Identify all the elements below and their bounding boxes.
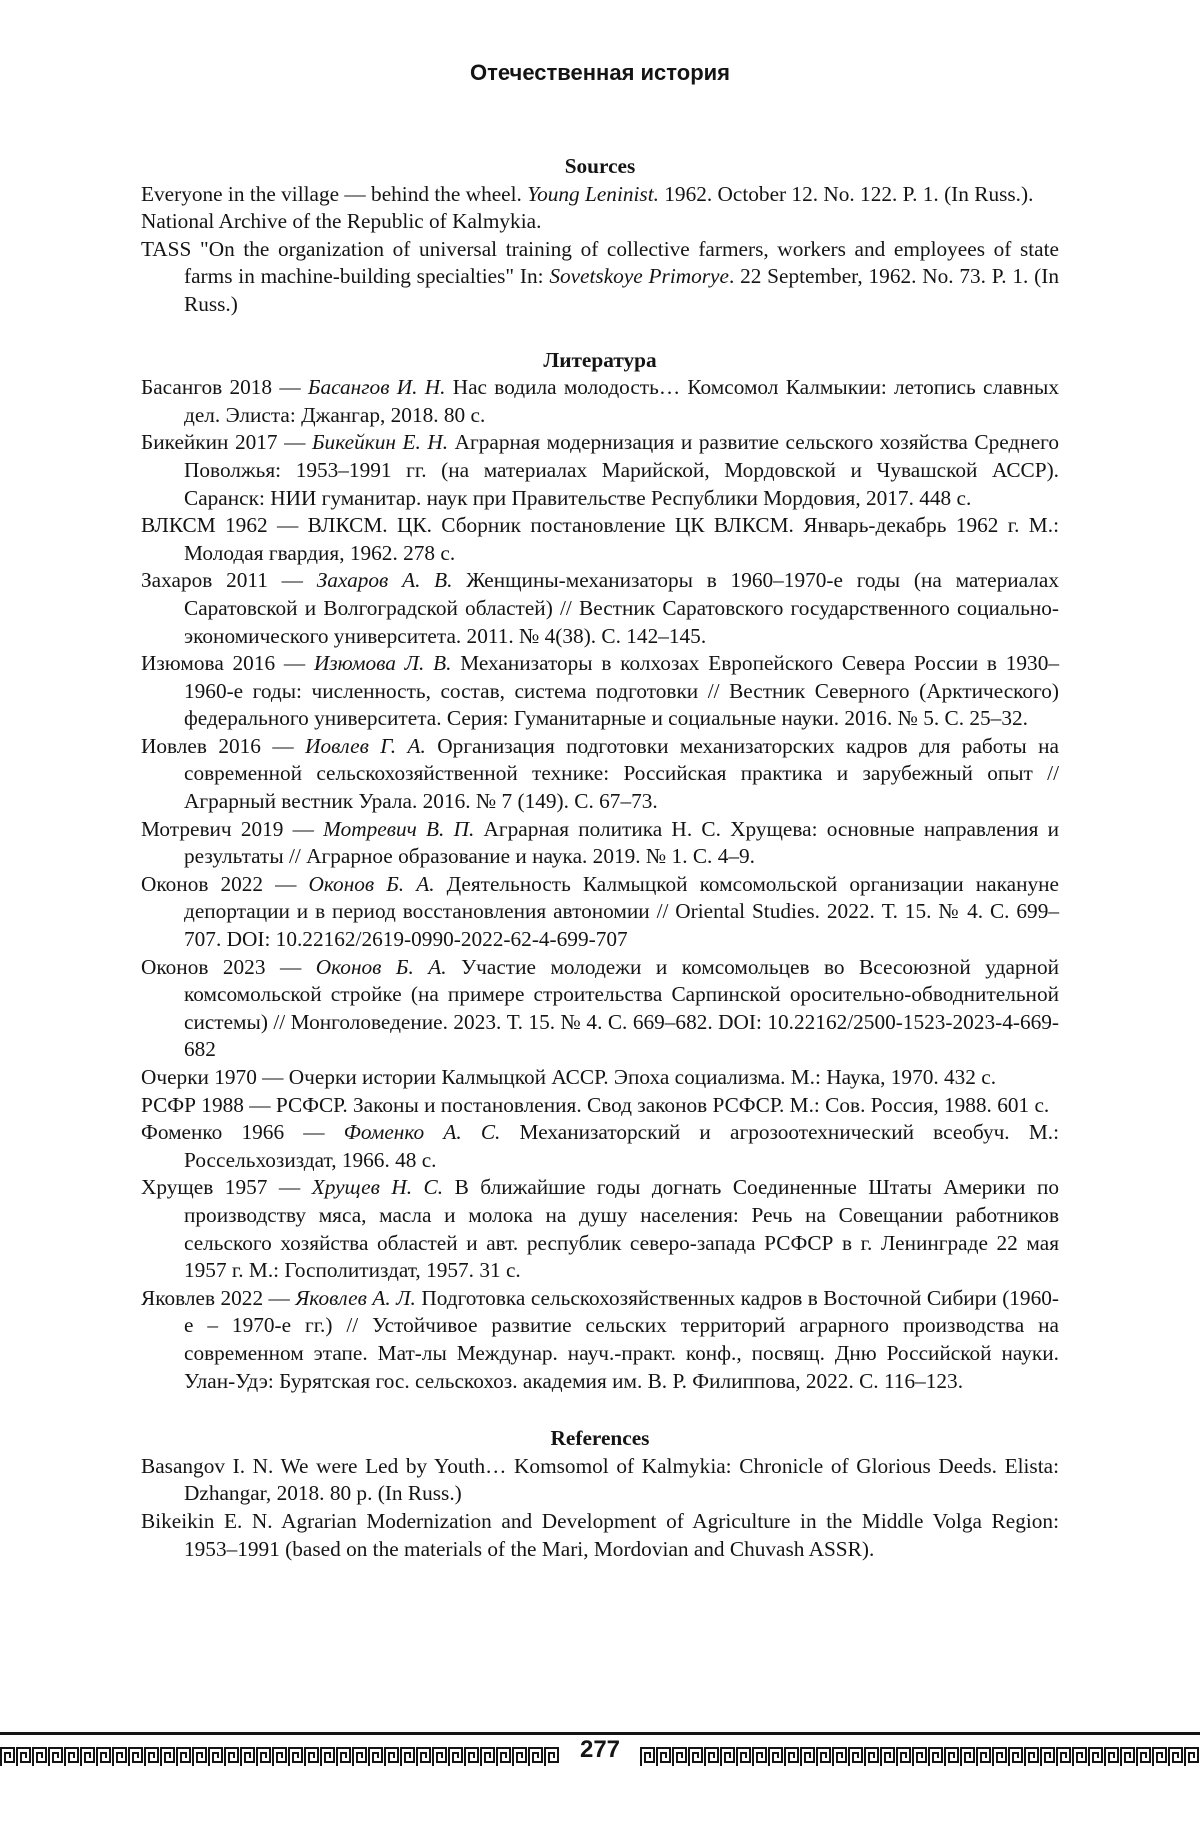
source-entry: National Archive of the Republic of Kalmykia. bbox=[141, 209, 542, 234]
literature-entry: Басангов 2018 — Басангов И. Н. Нас водила молодость… Комсомол Калмыкии: летопись славных дел. Элиста: Джангар, 2018. 80 с. bbox=[141, 375, 1059, 427]
reference-entry: Basangov I. N. We were Led by Youth… Komsomol of Kalmykia: Chronicle of Glorious Deeds. Elista: Dzhangar, 2018. 80 p. (In Russ.) bbox=[141, 1453, 1059, 1506]
references-title: References bbox=[550, 1426, 650, 1451]
literature-entry: Хрущев 1957 — Хрущев Н. С. В ближайшие годы догнать Соединенные Штаты Америки по производству мяса, масла и молока на душу населения: Речь на Совещании работников сельского хозяйства областей и авт. республик северо-запада РСФСР в г. Ленинграде 22 мая 1957 г. М.: Госполитиздат, 1957. 31 с. bbox=[141, 1175, 1059, 1283]
literature-entry: Оконов 2022 — Оконов Б. А. Деятельность Калмыцкой комсомольской организации накануне депортации и в период восстановления автономии // Oriental Studies. 2022. Т. 15. № 4. С. 699–707. DOI: 10.22162/2619-0990-2022-62-4-699-707 bbox=[141, 871, 1059, 952]
literature-entry: Бикейкин 2017 — Бикейкин Е. Н. Аграрная модернизация и развитие сельского хозяйства Среднего Поволжья: 1953–1991 гг. (на материалах Марийской, Мордовской и Чувашской АССР). Саранск: НИИ гуманитар. наук при Правительстве Республики Мордовия, 2017. 448 с. bbox=[141, 430, 1059, 510]
source-entry: Everyone in the village — behind the wheel. Young Leninist. 1962. October 12. No. 122. P. 1. (In Russ.). bbox=[141, 181, 1034, 206]
literature-entry: Изюмова 2016 — Изюмова Л. В. Механизаторы в колхозах Европейского Севера России в 1930–1960-е годы: численность, состав, система подготовки // Вестник Северного (Арктического) федерального университета. Серия: Гуманитарные и социальные науки. 2016. № 5. С. 25–32. bbox=[141, 651, 1059, 731]
greek-key-ornament-right bbox=[640, 1744, 1200, 1768]
literature-entry: Захаров 2011 — Захаров А. В. Женщины-механизаторы в 1960–1970-е годы (на материалах Саратовской и Волгоградской областей) // Вестник Саратовского государственного социально-экономического университета. 2011. № 4(38). С. 142–145. bbox=[141, 568, 1059, 648]
greek-key-ornament-left bbox=[0, 1744, 560, 1768]
reference-entry: Bikeikin E. N. Agrarian Modernization and Development of Agriculture in the Middle Volga Region: 1953–1991 (based on the materials of the Mari, Mordovian and Chuvash ASSR). bbox=[141, 1508, 1059, 1561]
source-entry: TASS "On the organization of universal training of collective farmers, workers and employees of state farms in machine-building specialties" In: Sovetskoye Primorye. 22 September, 1962. No. 73. P. 1. (In Russ.) bbox=[141, 236, 1060, 316]
literature-entry: Оконов 2023 — Оконов Б. А. Участие молодежи и комсомольцев во Всесоюзной ударной комсомольской стройке (на примере строительства Сарпинской оросительно-обводнительной системы) // Монголоведение. 2023. Т. 15. № 4. С. 669–682. DOI: 10.22162/2500-1523-2023-4-669-682 bbox=[141, 954, 1059, 1062]
running-title: Отечественная история bbox=[469, 60, 730, 85]
literature-entry: Яковлев 2022 — Яковлев А. Л. Подготовка сельскохозяйственных кадров в Восточной Сибири (1960-е – 1970-е гг.) // Устойчивое развитие сельских территорий аграрного производства на современном этапе. Мат-лы Междунар. науч.-практ. конф., посвящ. Дню Российской науки. Улан-Удэ: Бурятская гос. сельскохоз. академия им. В. Р. Филиппова, 2022. С. 116–123. bbox=[141, 1285, 1059, 1393]
literature-entry: Фоменко 1966 — Фоменко А. С. Механизаторский и агрозоотехнический всеобуч. М.: Россельхозиздат, 1966. 48 с. bbox=[141, 1120, 1059, 1172]
bibliography bbox=[141, 153, 1059, 1563]
sources-title: Sources bbox=[564, 154, 636, 178]
literature-entry: Очерки 1970 — Очерки истории Калмыцкой АССР. Эпоха социализма. М.: Наука, 1970. 432 с. bbox=[141, 1065, 997, 1089]
literature-entry: ВЛКСМ 1962 — ВЛКСМ. ЦК. Сборник постановление ЦК ВЛКСМ. Январь-декабрь 1962 г. М.: Молодая гвардия, 1962. 278 с. bbox=[141, 513, 1059, 565]
page-footer bbox=[0, 1722, 1200, 1782]
footer-rule bbox=[0, 1732, 1200, 1735]
literature-title: Литература bbox=[543, 347, 657, 372]
literature-entry: Иовлев 2016 — Иовлев Г. А. Организация подготовки механизаторских кадров для работы на современной сельскохозяйственной технике: Российская практика и зарубежный опыт // Аграрный вестник Урала. 2016. № 7 (149). С. 67–73. bbox=[141, 733, 1059, 814]
page-number: 277 bbox=[579, 1736, 621, 1763]
literature-entry: Мотревич 2019 — Мотревич В. П. Аграрная политика Н. С. Хрущева: основные направления и результаты // Аграрное образование и наука. 2019. № 1. С. 4–9. bbox=[141, 816, 1059, 869]
literature-entry: РСФР 1988 — РСФСР. Законы и постановления. Свод законов РСФСР. М.: Сов. Россия, 1988. 601 с. bbox=[141, 1092, 1050, 1117]
